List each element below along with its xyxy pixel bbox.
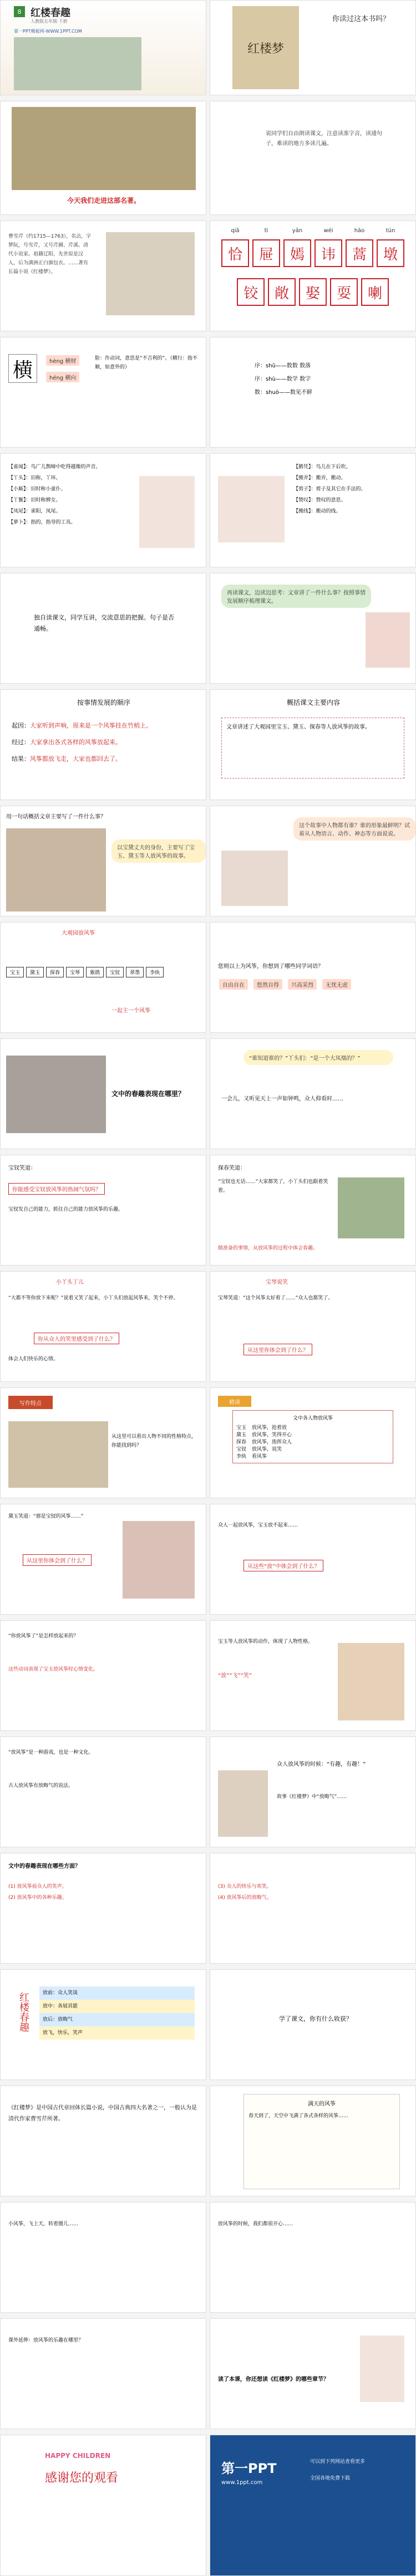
brand-name: 第一PPT: [221, 2461, 277, 2476]
pinyin-row: [210, 221, 415, 234]
more-reading-question: 读了本课，你还想读《红楼梦》的哪些章节？: [218, 2377, 329, 2383]
answer-list-1: [8, 1881, 197, 1903]
writing-image: [8, 1421, 108, 1488]
answer-item: (2) 放风筝中的各种乐趣。: [8, 1895, 67, 1901]
xiaoyatou-heading: 小丫头丁儿: [56, 1279, 84, 1286]
slide-extension: [0, 2318, 206, 2429]
vocab-item: 【凤尾】：雀阳，凤尾。: [8, 509, 61, 514]
slide-names: [0, 922, 206, 1033]
pronunciation-tag-2: héng 横向: [46, 372, 79, 382]
slide-daiyu: [0, 1504, 206, 1615]
character-bubble: 这个故事中人物都有谁？谁的形象最鲜明？试着从人物语言、动作、神态等方面说说。: [293, 817, 415, 841]
slide-culture: [0, 1737, 206, 1847]
table-row: [236, 1438, 389, 1445]
baochai-title: 宝钗笑道：: [8, 1165, 36, 1171]
vocab-list-1: [8, 462, 130, 528]
row-20: [0, 2202, 416, 2313]
row-12: [0, 1271, 416, 1382]
cover-painting: [14, 37, 141, 90]
pinyin: qiā: [231, 228, 240, 234]
slide-gain: [210, 1969, 416, 2080]
word-tag: 悠然自得: [253, 979, 282, 990]
prompt-text: 独自读课文，同学互讲，交流意思的把握。句子是否通畅。: [34, 614, 174, 632]
slide-happy: [210, 2202, 416, 2313]
mindmap-title: 红楼春趣: [18, 1992, 29, 2032]
char-box: 喇: [361, 278, 389, 306]
tanchun-title: 探春笑道：: [218, 1165, 246, 1171]
happy-children: HAPPY CHILDREN: [45, 2452, 111, 2460]
thanks-text: 感谢您的观看: [45, 2471, 119, 2485]
baoyu-detail: 这些动词表现了宝玉放风筝时心情变化。: [8, 1667, 99, 1672]
char-box: 耍: [330, 278, 358, 306]
slide-prompt: [0, 573, 206, 684]
row-16: [0, 1737, 416, 1847]
slide-cover: [0, 0, 206, 95]
tanchun-text: “宝钗也无话……”大家都笑了，小丫头们也跟着笑着。: [218, 1179, 328, 1194]
char-box: 嫣: [283, 239, 311, 267]
youqu-quote: 故事《红楼梦》中“放晦气”……: [277, 1794, 347, 1800]
slide-instruction: [210, 101, 416, 215]
slide-writing: [0, 1387, 206, 1498]
row-1: [0, 0, 416, 95]
slide-reading: [210, 1387, 416, 1498]
row-10: [0, 1038, 416, 1149]
char-box: 屉: [252, 239, 280, 267]
kite-fly-highlight: “放”“飞”“笑”: [218, 1673, 252, 1679]
slide-characters: [210, 221, 416, 331]
char-row-1: [210, 234, 415, 273]
author-bio: 曹雪芹（约1715—1763），名沾，字梦阮，号雪芹，又号芹圃、芹溪。清代小说家。祖籍辽阳，先世原是汉人，后为满洲正白旗包衣。……著有长篇小说《红楼梦》。: [8, 234, 92, 275]
slide-more-reading: [210, 2318, 416, 2429]
row-15: [0, 1620, 416, 1731]
vocab-item: 【搬线】：搬动的线。: [293, 509, 341, 514]
quote-bubble: “谁知道谁的？”丫头们：“是一个大凤凰的？”: [243, 1050, 393, 1065]
vocab-item: 【鹅凭】：鸟儿在下后吹。: [293, 464, 351, 470]
slide-vocab-1: [0, 453, 206, 567]
row-22: [0, 2435, 416, 2576]
row-8: [0, 806, 416, 916]
cover-site: 第一PPT模板网-WWW.1PPT.COM: [14, 29, 82, 34]
garden-image: [6, 1056, 106, 1133]
baoqin-text: 宝琴笑道：“这个风筝太好看了……”众人也都笑了。: [218, 1295, 333, 1301]
reading-card-text: 春天到了，天空中飞满了各式各样的风筝……: [248, 2113, 349, 2119]
table-cell: 宝玉: [236, 1425, 247, 1431]
slide-words: [210, 922, 416, 1033]
row-14: [0, 1504, 416, 1615]
vocab-item: 【赞叹】：赞叹的意思。: [293, 498, 346, 503]
slide-xiaoyatou: [0, 1271, 206, 1382]
flower-image: [366, 612, 410, 668]
name-box: 探春: [46, 967, 64, 977]
pinyin: yān: [292, 228, 303, 234]
reading-card: [243, 2094, 400, 2189]
answer-item: (3) 众人的快乐与欢笑。: [218, 1884, 272, 1889]
scene-caption: 今天我们走进这部名著。: [67, 197, 140, 204]
slide-baochai: [0, 1155, 206, 1266]
answer-list-2: [218, 1881, 407, 1903]
pinyin: tún: [385, 228, 395, 234]
char-box: 墩: [377, 239, 404, 267]
slide-book: [210, 0, 416, 95]
slide-baoqin: [210, 1271, 416, 1382]
slide-baoyu: [0, 1620, 206, 1731]
cover-title: 红楼春趣: [31, 7, 70, 19]
reading-title: 精读: [218, 1396, 251, 1407]
row-18: [0, 1969, 416, 2080]
top-label: 大观园放风筝: [62, 930, 95, 936]
name-box: 翠墨: [126, 967, 144, 977]
table-row: [236, 1445, 389, 1452]
culture-text: “放风筝”是一种游戏，也是一种文化。: [8, 1750, 94, 1755]
word-list: [218, 978, 352, 991]
table-row: [236, 1431, 389, 1438]
pinyin: hāo: [354, 228, 365, 234]
pinyin: tì: [264, 228, 268, 234]
row-3: [0, 221, 416, 331]
table-cell: 黛玉: [236, 1432, 247, 1438]
brand-url[interactable]: www.1ppt.com: [221, 2480, 263, 2486]
slide-youqu: [210, 1737, 416, 1847]
author-portrait: [106, 232, 195, 315]
slide-author: [0, 221, 206, 331]
blossom-image: [218, 476, 285, 542]
shu-list: [255, 360, 404, 400]
brand-line2: 全国各地免费下载: [310, 2476, 351, 2481]
summary-heading: 概括课文主要内容: [286, 699, 340, 706]
summary-box: 文章讲述了大观园里宝玉、黛玉、探春等人放风筝的故事。: [221, 718, 404, 779]
row-13: [0, 1387, 416, 1498]
extension-text: 课外延伸：放风筝的乐趣在哪里？: [8, 2338, 84, 2343]
mindmap-branches: [39, 1986, 195, 2040]
kite-fly-image: [338, 1643, 404, 1720]
question-text: 用一句话概括文章主要写了一件什么事？: [6, 814, 106, 820]
youqu-text: 众人放风筝的时候：“有趣，有趣！”: [277, 1761, 366, 1768]
gain-text: 学了课文，你有什么收获？: [279, 2015, 352, 2022]
slide-kite-fly: [210, 1620, 416, 1731]
row-7: [0, 689, 416, 800]
baochai-question: 你能感受宝钗放风筝的热闹气氛吗？: [8, 1183, 105, 1195]
reading-table: [232, 1410, 393, 1463]
sequence-step: [12, 751, 200, 767]
row-5: [0, 453, 416, 567]
pronunciation-tag-1: hèng 横财: [46, 355, 79, 366]
intro-text: 《红楼梦》是中国古代章回体长篇小说，中国古典四大名著之一，一般认为是清代作家曹雪芹所著。: [8, 2105, 197, 2122]
vocab-item: 【剪子】：剪子及其它在手法的。: [293, 486, 366, 492]
char-box: 娶: [299, 278, 327, 306]
name-box: 紫鹃: [86, 967, 104, 977]
step-text: 大家拿出各式各样的风筝放起来。: [30, 739, 121, 746]
vocab-item: 【丫鬟】：旧时称婢女。: [8, 498, 61, 503]
step-label: 起因：: [12, 722, 30, 729]
slide-mindmap: [0, 1969, 206, 2080]
big-character: 横: [8, 354, 37, 383]
slide-little-kite: [0, 2202, 206, 2313]
mindmap-branch: 放中：各展其能: [39, 2000, 195, 2013]
slide-fang: [210, 1504, 416, 1615]
fang-question: 从这些“放”中体会到了什么？: [243, 1560, 323, 1571]
vocab-item: 【丫头】：旧称，丫环。: [8, 475, 61, 481]
char-box: 讳: [314, 239, 342, 267]
reading-instruction: 说同学们自由朗读课文，注意读准字音，读通句子，难读的地方多读几遍。: [266, 131, 382, 147]
name-box: 宝玉: [6, 967, 24, 977]
char-box: 敞: [268, 278, 296, 306]
row-19: [0, 2086, 416, 2196]
table-title: 文中各人物放风筝: [292, 1416, 333, 1421]
happy-text: 放风筝的时候，我们都很开心……: [218, 2221, 293, 2227]
baoyu-text: “你放风筝了”是怎样放起来的？: [8, 1633, 79, 1639]
row-9: [0, 922, 416, 1033]
step-label: 结果：: [12, 755, 30, 762]
table-row: [236, 1452, 389, 1459]
row-21: [0, 2318, 416, 2429]
little-kite-text: 小风筝，飞上天，转着圈儿……: [8, 2221, 79, 2227]
slide-chunqu-answer: [0, 1853, 206, 1964]
name-list: [6, 967, 164, 977]
youqu-image: [218, 1770, 268, 1837]
sequence-step: [12, 734, 200, 751]
writing-title: 写作特点: [8, 1396, 53, 1409]
vocab-item: 【雀闻】：鸟广儿鹊啼中吃得越像的声音。: [8, 464, 101, 470]
green-bubble: 再读课文，边读边思考：文章讲了一件什么事？按照事情发展顺序梳理课文。: [221, 585, 371, 608]
slide-brand: [210, 2435, 416, 2576]
slide-question: [0, 806, 206, 916]
quote-answer: 一会儿，又听见天上一声如钟鸣，众人仰看时……: [221, 1096, 343, 1102]
table-cell: 放风筝，笑得开心: [252, 1432, 292, 1438]
book-cover: 红楼梦: [232, 6, 299, 89]
word-tag: 自由自在: [219, 979, 248, 990]
slide-bubble-1: [210, 573, 416, 684]
slide-vocab-2: [210, 453, 416, 567]
step-text: 大家听到声响，原来是一个风筝挂在竹梢上。: [30, 722, 152, 729]
baoqin-question: 从这里你体会到了什么？: [243, 1344, 312, 1355]
chunqu-question: 文中的春趣表现在哪里？: [111, 1090, 185, 1098]
row-17: [0, 1853, 416, 1964]
name-box: 黛玉: [26, 967, 44, 977]
name-box: 宝琴: [66, 967, 84, 977]
vocab-list-2: [293, 462, 410, 517]
sequence-list: [12, 718, 200, 767]
slide-shu: [210, 337, 416, 448]
unit-number-badge: 8: [14, 6, 25, 17]
daiyu-text: 黛玉笑道：“那是宝钗的风筝……”: [8, 1514, 84, 1519]
shu-line: 序：shù——数学 数字: [255, 376, 311, 382]
slide-quote: [210, 1038, 416, 1149]
xiaoyatou-note: 体会人们快乐的心情。: [8, 1356, 59, 1362]
answer-item: (1) 放风筝前众人的笑声。: [8, 1884, 67, 1889]
char-box: 恰: [221, 239, 249, 267]
name-box: 李纨: [146, 967, 164, 977]
row-4: [0, 337, 416, 448]
pinyin: wéi: [323, 228, 333, 234]
culture-note: 古人放风筝有放晦气的说法。: [8, 1783, 74, 1789]
heng-detail: 脸：作动词，意思是“不吉利的”。（横行：指不顺，如意外的）: [95, 356, 197, 370]
answer-item: (4) 放风筝后的放晦气。: [218, 1895, 272, 1901]
word-tag: 无忧无虑: [322, 979, 351, 990]
table-row: [236, 1423, 389, 1431]
mindmap-branch: 放前：众人笑谈: [39, 1986, 195, 2000]
row-11: [0, 1155, 416, 1266]
slide-kites-sky: [210, 2086, 416, 2196]
bottom-label: 一起主一个风筝: [111, 1008, 150, 1014]
step-text: 风筝都放飞走，大家也都回去了。: [30, 755, 121, 762]
answer-question: 文中的春趣表现在哪些方面？: [8, 1863, 80, 1870]
table-cell: 看风筝: [252, 1454, 267, 1459]
slide-intro: [0, 2086, 206, 2196]
table-cell: 放风筝，指挥众人: [252, 1440, 292, 1445]
writing-text: 从这里可以看出人物不同的性格特点，你能找到吗？: [111, 1434, 197, 1448]
bird-image: [360, 2336, 404, 2402]
daiyu-image: [123, 1521, 195, 1599]
xiaoyatou-question: 你从众人的笑里感受到了什么？: [34, 1333, 119, 1344]
slide-summary: [210, 689, 416, 800]
scene-painting: [12, 107, 196, 190]
slide-sequence: [0, 689, 206, 800]
shu-line: 序：shǔ——数数 数落: [255, 363, 311, 369]
mindmap-branch: 放后：放晦气: [39, 2013, 195, 2026]
kite-image: [221, 851, 288, 906]
sequence-heading: 按事情发展的顺序: [77, 699, 130, 706]
vocab-item: 【萝卜】：指的，指导的工具。: [8, 520, 76, 525]
char-box: 铰: [237, 278, 265, 306]
table-cell: 放风筝，抢着放: [252, 1425, 287, 1431]
kite-painting: [6, 828, 106, 911]
word-tag: 兴高采烈: [288, 979, 317, 990]
table-cell: 探春: [236, 1440, 247, 1445]
table-cell: 宝钗: [236, 1447, 247, 1452]
baoqin-heading: 宝琴说笑: [266, 1279, 288, 1286]
book-question: 你读过这本书吗？: [332, 15, 390, 23]
tanchun-image: [338, 1177, 404, 1238]
slide-painting: [0, 101, 206, 215]
table-cell: 放风筝，说笑: [252, 1447, 282, 1452]
cover-subtitle: 人教版五年级·下册: [31, 19, 68, 24]
slide-thanks: [0, 2435, 206, 2576]
slide-chunqu-answer-2: [210, 1853, 416, 1964]
fang-text: 众人一起放风筝，宝玉放不起来……: [218, 1523, 298, 1528]
slide-characters-question: [210, 806, 416, 916]
char-box: 蒿: [346, 239, 373, 267]
sequence-step: [12, 718, 200, 734]
slide-chunqu: [0, 1038, 206, 1149]
vocab-item: 【搬弄】：搬弄，搬动。: [293, 475, 346, 481]
mindmap-branch: 放飞，快乐，笑声: [39, 2026, 195, 2040]
tanchun-thought: 做准备的事情，从放风筝的过程中体会春趣。: [218, 1246, 318, 1251]
step-label: 经过：: [12, 739, 30, 746]
row-6: [0, 573, 416, 684]
baochai-hint: 宝钗发自己的能力，抓住自己的能力放风筝的乐趣。: [8, 1207, 124, 1212]
slide-tanchun: [210, 1155, 416, 1266]
answer-bubble: 以宝黛丈夫的身份，主要写了宝玉、黛玉等人放风筝的故事。: [111, 839, 206, 863]
brand-line1: 可以到下列网站查看更多: [310, 2459, 366, 2465]
xiaoyatou-text: “大都不等你放下来呢？”说着又笑了起来，小丫头们放起风筝来，笑个不停。: [8, 1295, 179, 1301]
row-2: [0, 101, 416, 215]
kite-fly-text: 宝玉等人放风筝的动作，体现了人物性格。: [218, 1639, 313, 1645]
name-box: 宝钗: [106, 967, 124, 977]
slide-heng: [0, 337, 206, 448]
shu-line: 数：shuò——数见不鲜: [255, 390, 313, 396]
char-row-2: [210, 273, 415, 311]
reading-card-title: 满天的风筝: [308, 2101, 336, 2107]
table-cell: 李纨: [236, 1454, 247, 1459]
plum-blossom-image: [139, 476, 195, 548]
words-question: 您则以上为风筝，你想到了哪些同学词语？: [218, 964, 323, 970]
vocab-item: 【小厮】：旧时称小童仆。: [8, 486, 66, 492]
daiyu-question: 从这里你体会到了什么？: [23, 1554, 92, 1566]
